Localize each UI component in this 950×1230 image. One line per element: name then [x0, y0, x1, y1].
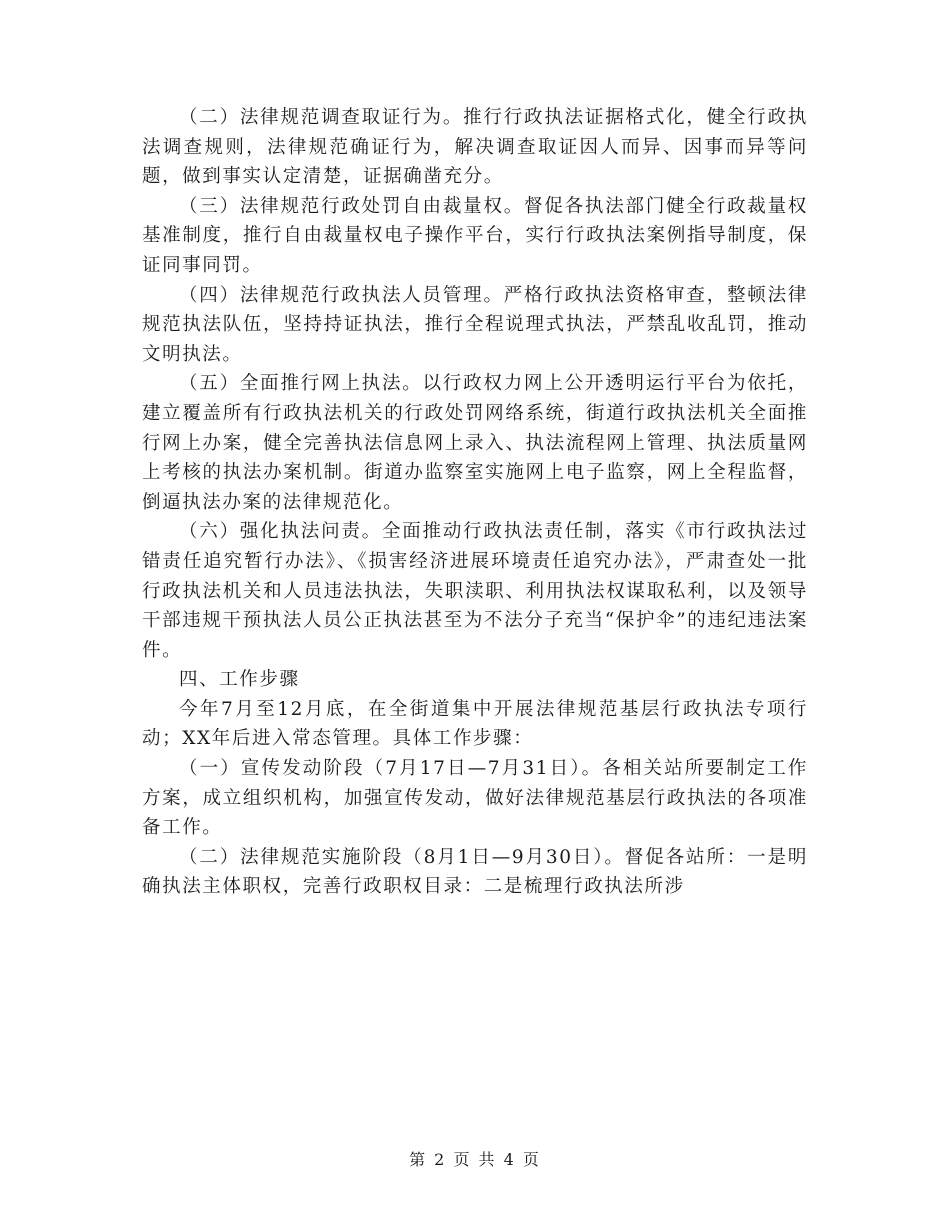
- paragraph-accountability: （六）强化执法问责。全面推动行政执法责任制，落实《市行政执法过错责任追究暂行办法》、《损害经济进展环境责任追究办法》，严肃查处一批行政执法机关和人员违法执法，失职渎职、利用执法权谋取私利，以及领导干部违规干预执法人员公正执法甚至为不法分子充当“保护伞”的违纪违法案件。: [142, 521, 808, 661]
- paragraph-online-enforcement: （五）全面推行网上执法。以行政权力网上公开透明运行平台为依托，建立覆盖所有行政执法机关的行政处罚网络系统，街道行政执法机关全面推行网上办案，健全完善执法信息网上录入、执法流程网上管理、执法质量网上考核的执法办案机制。街道办监察室实施网上电子监察，网上全程监督，倒逼执法办案的法律规范化。: [142, 373, 808, 513]
- paragraph-personnel: （四）法律规范行政执法人员管理。严格行政执法资格审查，整顿法律规范执法队伍，坚持持证执法，推行全程说理式执法，严禁乱收乱罚，推动文明执法。: [142, 284, 808, 365]
- document-body: [142, 103, 808, 902]
- paragraph-stage-two: （二）法律规范实施阶段（8月1日—9月30日）。督促各站所：一是明确执法主体职权，完善行政职权目录：二是梳理行政执法所涉: [142, 846, 808, 898]
- paragraph-evidence: （二）法律规范调查取证行为。推行行政执法证据格式化，健全行政执法调查规则，法律规范确证行为，解决调查取证因人而异、因事而异等问题，做到事实认定清楚，证据确凿充分。: [142, 107, 808, 188]
- page-number-footer: 第 2 页 共 4 页: [409, 1150, 541, 1169]
- section-heading-work-steps: 四、工作步骤: [179, 669, 300, 691]
- paragraph-stage-one: （一）宣传发动阶段（7月17日—7月31日）。各相关站所要制定工作方案，成立组织机构，加强宣传发动，做好法律规范基层行政执法的各项准备工作。: [142, 758, 808, 839]
- paragraph-discretion: （三）法律规范行政处罚自由裁量权。督促各执法部门健全行政裁量权基准制度，推行自由裁量权电子操作平台，实行行政执法案例指导制度，保证同事同罚。: [142, 195, 808, 276]
- paragraph-timeline: 今年7月至12月底，在全街道集中开展法律规范基层行政执法专项行动；XX年后进入常态管理。具体工作步骤：: [142, 698, 808, 750]
